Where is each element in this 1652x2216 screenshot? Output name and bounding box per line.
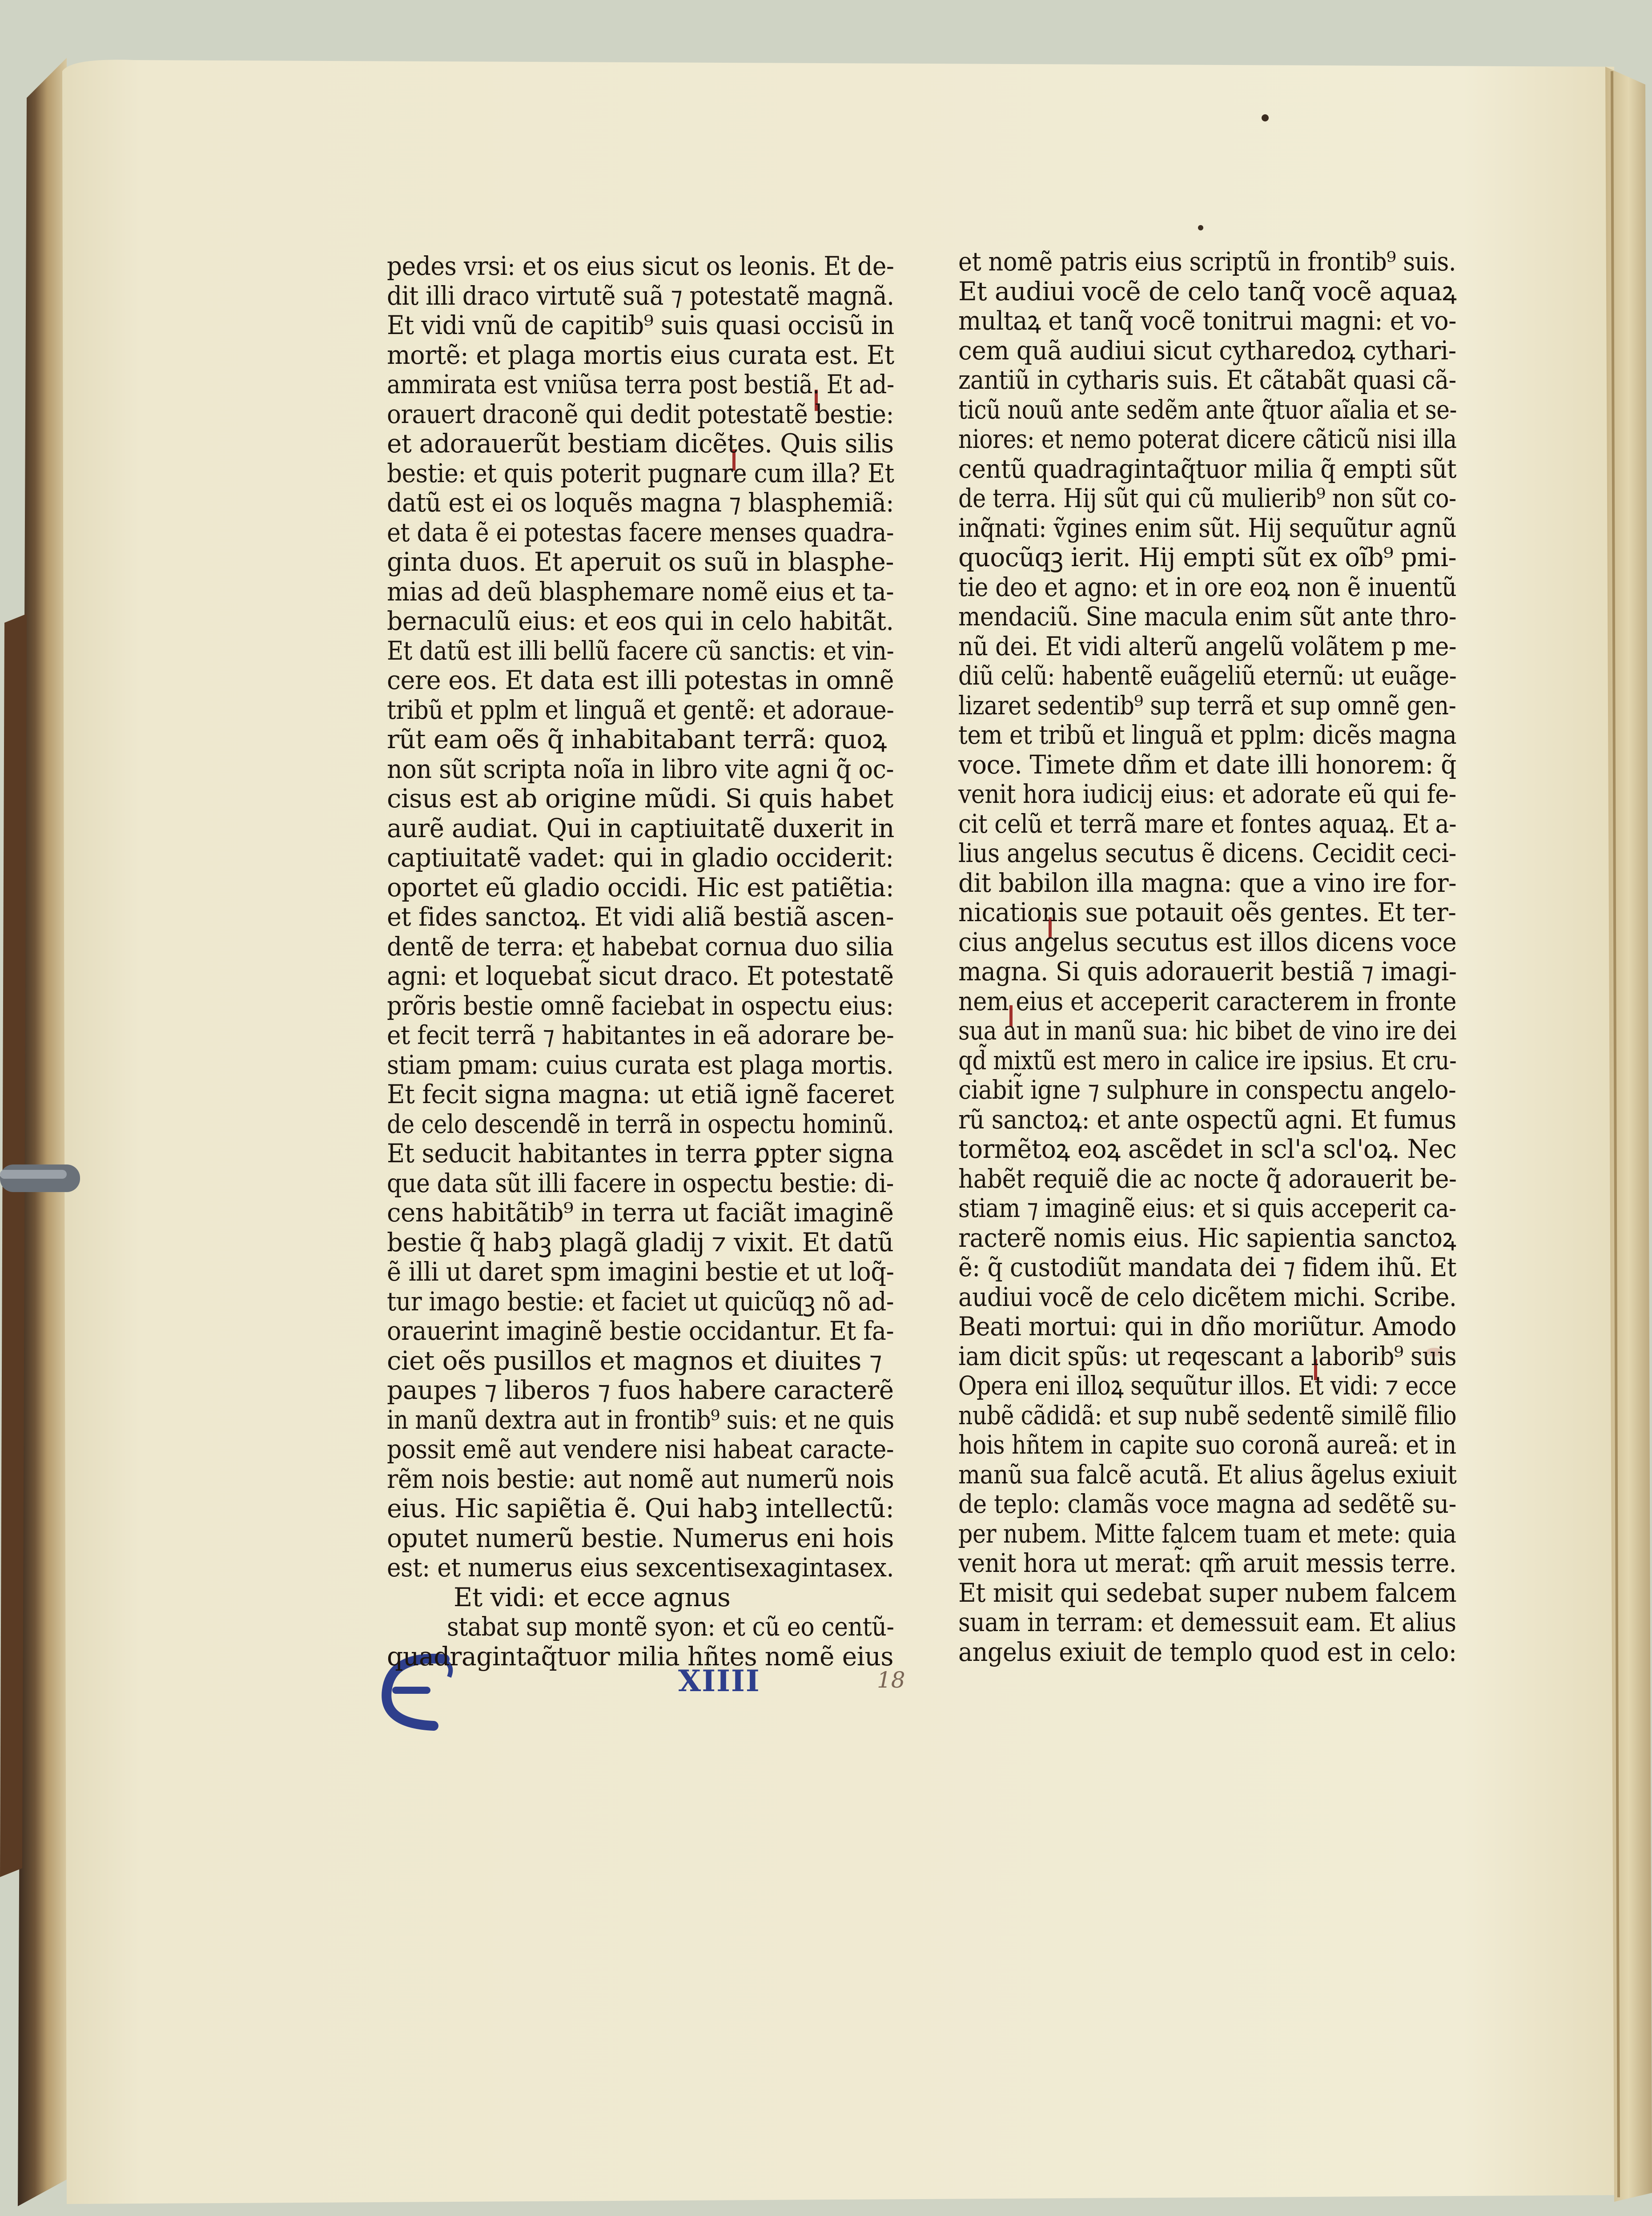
ink-dot	[1198, 225, 1203, 230]
text-line: orauert draconẽ qui dedit potestatẽ bestie:	[387, 399, 894, 429]
text-line: est: et numerus eius sexcentisexagintasex.	[387, 1552, 894, 1583]
text-line: habẽt requiẽ die ac nocte q̃ adorauerit be-	[958, 1163, 1457, 1194]
text-line: et fecit terrã ⁊ habitantes in eã adorare be-	[387, 1020, 894, 1050]
text-line: mortẽ: et plaga mortis eius curata est. Et	[387, 339, 894, 370]
text-line: et adorauerũt bestiam dicẽtes. Quis silis	[387, 428, 894, 459]
text-line: de teplo: clamãs voce magna ad sedẽtẽ su-	[958, 1489, 1456, 1519]
text-line: Et datũ est illi bellũ facere cũ sanctis: et vin-	[387, 635, 894, 666]
text-line: paupes ⁊ liberos ⁊ fuos habere caracterẽ	[387, 1375, 894, 1405]
text-line: Et vidi: et ecce agnus	[454, 1582, 731, 1612]
text-line: venit hora iudicij eius: et adorate eũ qui fe-	[958, 779, 1456, 809]
text-line: tormẽtoꝝ eoꝝ ascẽdet in scl'a scl'oꝝ. Nec	[958, 1134, 1457, 1164]
text-line: rũ sanctoꝝ: et ante ospectũ agni. Et fumus	[958, 1104, 1456, 1135]
text-line: possit emẽ aut vendere nisi habeat caracte-	[387, 1434, 894, 1464]
text-line: et fides sanctoꝝ. Et vidi aliã bestiã ascen-	[387, 902, 894, 932]
text-line: Et misit qui sedebat super nubem falcem	[958, 1577, 1457, 1608]
text-line: sua aut in manũ sua: hic bibet de vino ire dei	[958, 1015, 1457, 1046]
text-line: dentẽ de terra: et habebat cornua duo silia	[387, 931, 894, 962]
text-line: Opera eni illoꝝ sequũtur illos. Et vidi: ⁊ ecce	[958, 1370, 1457, 1401]
text-line: et data ẽ ei potestas facere menses quadra-	[387, 517, 894, 548]
text-line: lizaret sedentib⁹ sup terrã et sup omnẽ gen-	[958, 690, 1456, 721]
text-line: nũ dei. Et vidi alterũ angelũ volãtem p me-	[958, 631, 1457, 661]
text-line: orauerint imaginẽ bestie occidantur. Et fa-	[387, 1316, 894, 1346]
text-line: in manũ dextra aut in frontib⁹ suis: et ne quis	[387, 1404, 894, 1435]
text-line: tie deo et agno: et in ore eoꝝ non ẽ inuentũ	[958, 572, 1457, 602]
text-line: eius. Hic sapiẽtia ẽ. Qui habꝫ intellectũ:	[387, 1493, 894, 1523]
text-line: aurẽ audiat. Qui in captiuitatẽ duxerit in	[387, 813, 894, 843]
text-line: venit hora ut merat̃: qm̃ aruit messis terre.	[958, 1548, 1456, 1578]
text-line: bestie: et quis poterit pugnare cum illa? Et	[387, 458, 894, 488]
text-line: dit illi draco virtutẽ suã ⁊ potestatẽ magnã.	[387, 280, 894, 311]
text-line: angelus exiuit de templo quod est in celo:	[958, 1636, 1457, 1667]
text-line: iam dicit spũs: ut reqescant a laborib⁹ suis	[958, 1341, 1457, 1371]
text-line: et nomẽ patris eius scriptũ in frontib⁹ suis.	[958, 246, 1456, 277]
text-line: tem et tribũ et linguã et pplm: dicẽs magna	[958, 720, 1457, 750]
text-line: tribũ et pplm et linguã et gentẽ: et adoraue-	[387, 694, 894, 725]
text-line: prõris bestie omnẽ faciebat in ospectu eius:	[387, 990, 894, 1021]
text-line: ammirata est vniũsa terra post bestiã. Et ad-	[387, 369, 894, 399]
text-line: niores: et nemo poterat dicere cãticũ nisi illa	[958, 424, 1457, 454]
text-line: diũ celũ: habentẽ euãgeliũ eternũ: ut euãge-	[958, 661, 1457, 691]
text-line: stiam ⁊ imaginẽ eius: et si quis acceperit ca-	[958, 1193, 1456, 1223]
text-line: de terra. Hij sũt qui cũ mulierib⁹ non sũt co-	[958, 483, 1456, 513]
text-line: stabat sup montẽ syon: et cũ eo centũ-	[447, 1612, 894, 1642]
text-line: cisus est ab origine mũdi. Si quis habet	[387, 783, 893, 814]
text-line: Et vidi vnũ de capitib⁹ suis quasi occisũ in	[387, 310, 894, 340]
text-line: per nubem. Mitte falcem tuam et mete: quia	[958, 1518, 1456, 1549]
bookmark-highlight	[0, 1170, 67, 1179]
text-line: ẽ illi ut daret spm imagini bestie et ut loq̃-	[387, 1257, 894, 1287]
text-line: cens habitãtib⁹ in terra ut faciãt imaginẽ	[387, 1197, 894, 1228]
text-line: mias ad deũ blasphemare nomẽ eius et ta-	[387, 576, 894, 607]
text-line: Et fecit signa magna: ut etiã ignẽ faceret	[387, 1079, 894, 1109]
text-line: quadragintaq̃tuor milia hñtes nomẽ eius	[387, 1641, 894, 1672]
text-line: ticũ nouũ ante sedẽm ante q̃tuor aĩalia et se-	[958, 394, 1457, 425]
text-line: lius angelus secutus ẽ dicens. Cecidit ceci-	[958, 838, 1456, 868]
text-line: racterẽ nomis eius. Hic sapientia sanctoꝝ	[958, 1222, 1456, 1253]
text-line: cit celũ et terrã mare et fontes aquaꝝ. Et a-	[958, 808, 1457, 839]
text-line: centũ quadragintaq̃tuor milia q̃ empti sũt	[958, 453, 1457, 484]
text-line: ginta duos. Et aperuit os suũ in blasphe-	[387, 547, 894, 577]
text-line: captiuitatẽ vadet: qui in gladio occiderit:	[387, 842, 894, 873]
text-line: tur imago bestie: et faciet ut quicũqꝫ nõ ad-	[387, 1286, 894, 1317]
text-line: rũt eam oẽs q̃ inhabitabant terrã: quoꝝ	[387, 724, 887, 754]
text-line: quocũqꝫ ierit. Hij empti sũt ex oĩb⁹ pmi-	[958, 542, 1457, 572]
text-line: ciet oẽs pusillos et magnos et diuites ⁊	[387, 1345, 882, 1376]
text-line: nubẽ cãdidã: et sup nubẽ sedentẽ similẽ filio	[958, 1400, 1457, 1430]
text-line: audiui vocẽ de celo dicẽtem michi. Scribe.	[958, 1281, 1457, 1312]
text-line: rẽm nois bestie: aut nomẽ aut numerũ nois	[387, 1463, 894, 1494]
text-line: bernaculũ eius: et eos qui in celo habitãt.	[387, 606, 894, 636]
text-line: nicationis sue potauit oẽs gentes. Et ter-	[958, 897, 1456, 927]
ink-dot	[1262, 114, 1269, 121]
text-line: mendaciũ. Sine macula enim sũt ante thro-	[958, 601, 1457, 632]
text-column-right	[958, 247, 1456, 1667]
text-line: Beati mortui: qui in dño moriũtur. Amodo	[958, 1311, 1457, 1342]
text-line: ẽ: q̃ custodiũt mandata dei ⁊ fidem ihũ. Et	[958, 1252, 1457, 1282]
text-line: manũ sua falcẽ acutã. Et alius ãgelus exiuit	[958, 1459, 1457, 1490]
text-line: pedes vrsi: et os eius sicut os leonis. Et de-	[387, 251, 894, 281]
text-line: cem quã audiui sicut cytharedoꝝ cythari-	[958, 335, 1456, 366]
text-line: nem eius et acceperit caracterem in fronte	[958, 986, 1457, 1016]
text-line: dit babilon illa magna: que a vino ire for-	[958, 867, 1457, 898]
text-line: cius angelus secutus est illos dicens voce	[958, 927, 1457, 957]
text-line: stiam pmam: cuius curata est plaga mortis.	[387, 1049, 894, 1080]
text-line: hois hñtem in capite suo coronã aureã: et in	[958, 1430, 1456, 1460]
text-line: zantiũ in cytharis suis. Et cãtabãt quasi cã-	[958, 365, 1456, 395]
margin-note: 18	[877, 1667, 905, 1693]
text-line: qd̃ mixtũ est mero in calice ire ipsius. Et cru-	[958, 1045, 1457, 1076]
text-line: non sũt scripta noĩa in libro vite agni q̃ oc-	[387, 753, 894, 784]
text-line: oputet numerũ bestie. Numerus eni hois	[387, 1523, 894, 1553]
binding-leather	[0, 614, 27, 1877]
text-column-left	[387, 251, 894, 1671]
text-line: voce. Timete dñm et date illi honorem: q̃	[958, 749, 1456, 780]
text-line: de celo descendẽ in terrã in ospectu hominũ.	[387, 1108, 894, 1139]
text-line: multaꝝ et tanq̃ vocẽ tonitrui magni: et vo-	[958, 306, 1456, 336]
text-line: bestie q̃ habꝫ plagã gladij ⁊ vixit. Et datũ	[387, 1227, 894, 1257]
text-line: agni: et loquebat̃ sicut draco. Et potestatẽ	[387, 961, 894, 991]
text-line: datũ est ei os loquẽs magna ⁊ blasphemiã:	[387, 488, 894, 518]
text-line: Et audiui vocẽ de celo tanq̃ vocẽ aquaꝝ	[958, 276, 1457, 306]
text-line: magna. Si quis adorauerit bestiã ⁊ imagi-	[958, 956, 1457, 987]
text-line: oportet eũ gladio occidi. Hic est patiẽtia:	[387, 872, 894, 903]
text-line: Et seducit habitantes in terra ꝑpter signa	[387, 1138, 894, 1168]
text-line: inq̃nati: ṽgines enim sũt. Hij sequũtur agnũ	[958, 512, 1457, 543]
text-line: que data sũt illi facere in ospectu bestie: di-	[387, 1168, 894, 1198]
text-line: cere eos. Et data est illi potestas in omnẽ	[387, 665, 894, 695]
text-line: ciabit̃ igne ⁊ sulphure in conspectu angelo-	[958, 1075, 1456, 1105]
chapter-number: XIIII	[678, 1664, 760, 1698]
text-line: suam in terram: et demessuit eam. Et alius	[958, 1607, 1456, 1637]
